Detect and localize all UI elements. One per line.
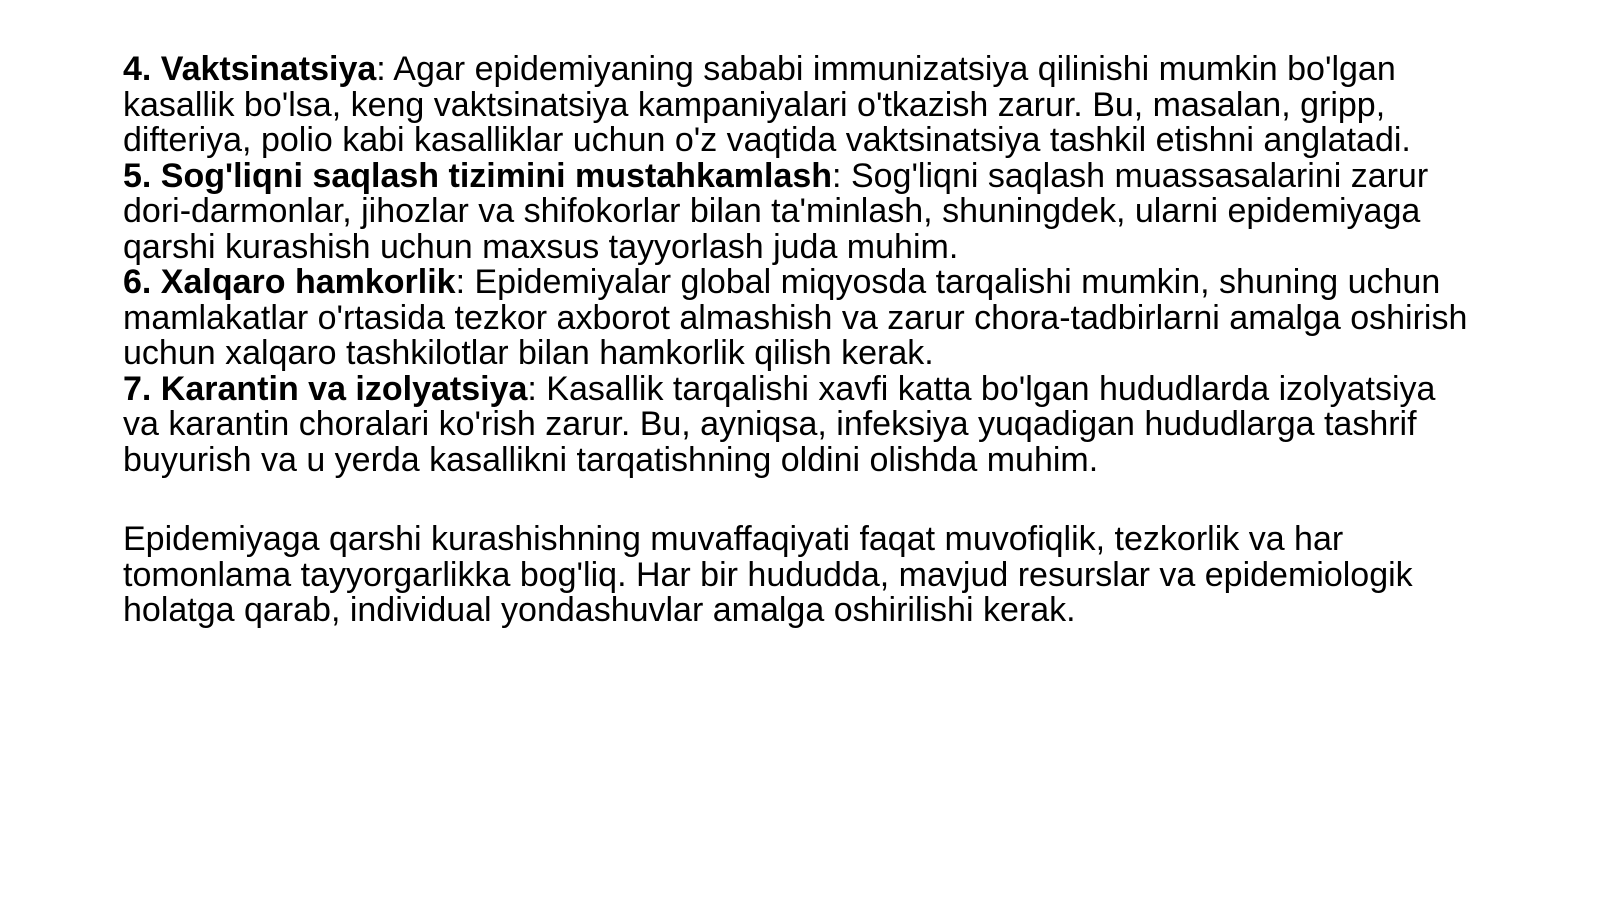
list-item-vaccination	[123, 52, 1470, 159]
list-item-international-cooperation	[123, 265, 1470, 372]
item-separator: :	[455, 263, 466, 301]
item-term: 4. Vaktsinatsiya	[123, 50, 377, 88]
item-term: 7. Karantin va izolyatsiya	[123, 369, 528, 408]
conclusion-paragraph: Epidemiyaga qarshi kurashishning muvaffaqiyati faqat muvofiqlik, tezkorlik va har tomonlama tayyorgarlikka bog'liq. Har bir hududda, mavjud resurslar va epidemiologik holatga qarab, individual yondashuvlar amalga oshirilishi kerak.	[123, 520, 1413, 629]
item-text: Epidemiyalar global miqyosda tarqalishi mumkin, shuning uchun mamlakatlar o'rtasida tezkor axborot almashish va zarur chora-tadbirlarni amalga oshirish uchun xalqaro tashkilotlar bilan hamkorlik qilish kerak.	[123, 263, 1468, 372]
item-text: Kasallik tarqalishi xavfi katta bo'lgan hududlarda izolyatsiya va karantin choralari ko'rish zarur. Bu, ayniqsa, infeksiya yuqadigan hududlarga tashrif buyurish va u yerda kasallikni tarqatishning oldini olishda muhim.	[123, 369, 1436, 479]
item-text: Agar epidemiyaning sababi immunizatsiya qilinishi mumkin bo'lgan kasallik bo'lsa, keng vaktsinatsiya kampaniyalari o'tkazish zarur. Bu, masalan, gripp, difteriya, polio kabi kasalliklar uchun o'z vaqtida vaktsinatsiya tashkil etishni anglatadi.	[123, 50, 1411, 159]
list-item-health-system	[123, 156, 1470, 266]
item-separator: :	[527, 369, 537, 408]
item-term: 6. Xalqaro hamkorlik	[123, 263, 456, 301]
item-term: 5. Sog'liqni saqlash tizimini mustahkamlash	[123, 156, 833, 195]
item-separator: :	[376, 50, 386, 88]
item-separator: :	[832, 156, 842, 195]
list-item-quarantine	[123, 369, 1470, 479]
item-text: Sog'liqni saqlash muassasalarini zarur dori-darmonlar, jihozlar va shifokorlar bilan ta'minlash, shuningdek, ularni epidemiyaga qarshi kurashish uchun maxsus tayyorlash juda muhim.	[123, 156, 1429, 266]
